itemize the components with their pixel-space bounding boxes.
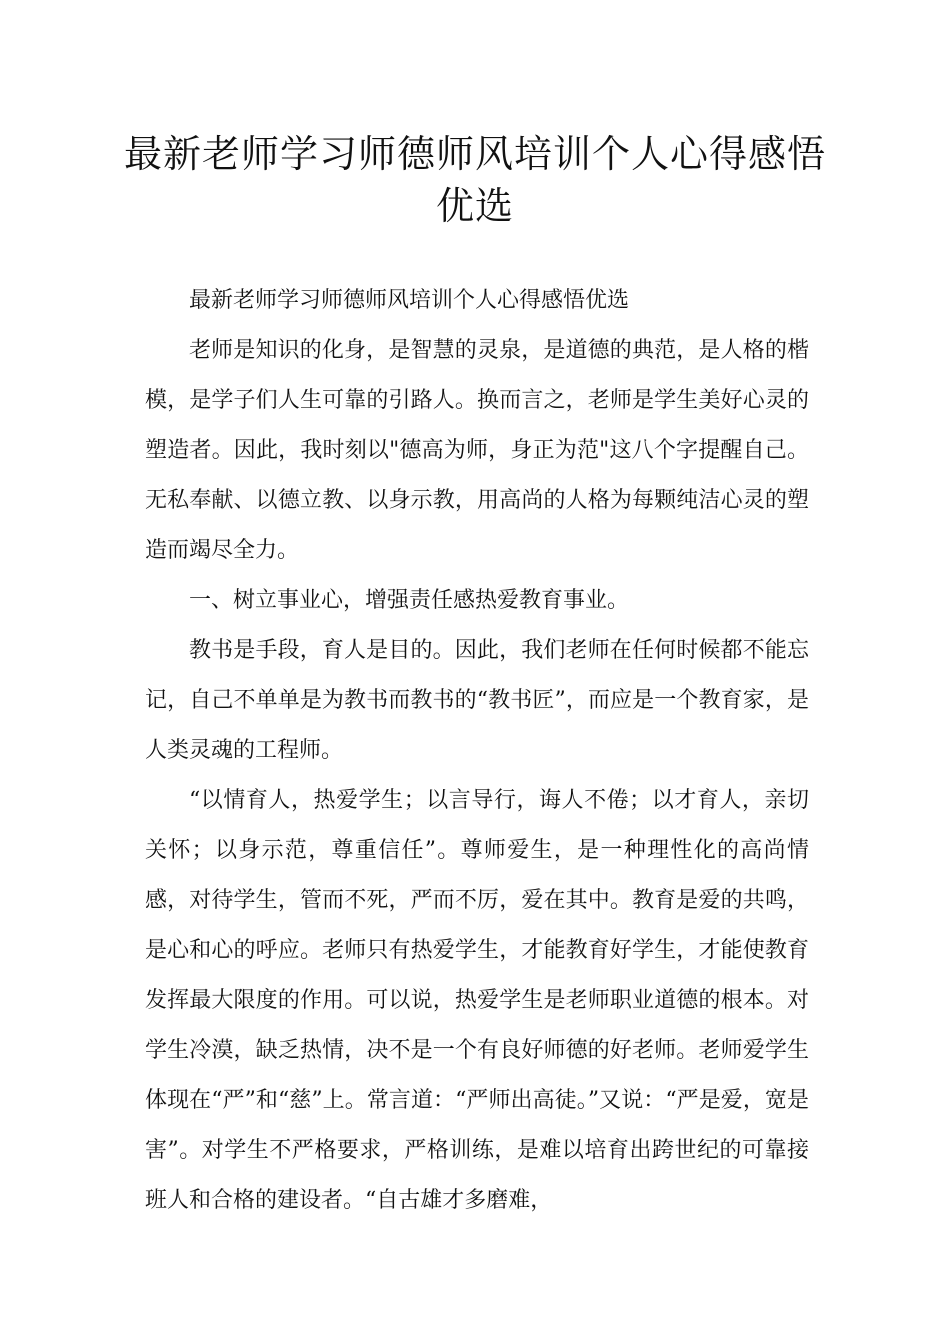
section-heading-1: 一、树立事业心，增强责任感热爱教育事业。 <box>189 588 630 613</box>
paragraph-subtitle: 最新老师学习师德师风培训个人心得感悟优选 <box>189 288 630 313</box>
paragraph-teaching: 教书是手段，育人是目的。因此，我们老师在任何时候都不能忘记，自己不单单是为教书而教书的“教书匠”，而应是一个教育家，是人类灵魂的工程师。 <box>145 638 809 763</box>
paragraph-intro: 老师是知识的化身，是智慧的灵泉，是道德的典范，是人格的楷模，是学子们人生可靠的引路人。换而言之，老师是学生美好心灵的塑造者。因此，我时刻以"德高为师，身正为范"这八个字提醒自己。无私奉献、以德立教、以身示教，用高尚的人格为每颗纯洁心灵的塑造而竭尽全力。 <box>145 338 809 563</box>
document-title: 最新老师学习师德师风培训个人心得感悟优选 <box>123 132 826 228</box>
document-body <box>145 276 809 1226</box>
paragraph-love-students: “以情育人，热爱学生；以言导行，诲人不倦；以才育人，亲切关怀；以身示范，尊重信任”。尊师爱生，是一种理性化的高尚情感，对待学生，管而不死，严而不厉，爱在其中。教育是爱的共鸣，是心和心的呼应。老师只有热爱学生，才能教育好学生，才能使教育发挥最大限度的作用。可以说，热爱学生是老师职业道德的根本。对学生冷漠，缺乏热情，决不是一个有良好师德的好老师。老师爱学生体现在“严”和“慈”上。常言道：“严师出高徒。”又说：“严是爱，宽是害”。对学生不严格要求，严格训练，是难以培育出跨世纪的可靠接班人和合格的建设者。“自古雄才多磨难， <box>145 788 809 1213</box>
